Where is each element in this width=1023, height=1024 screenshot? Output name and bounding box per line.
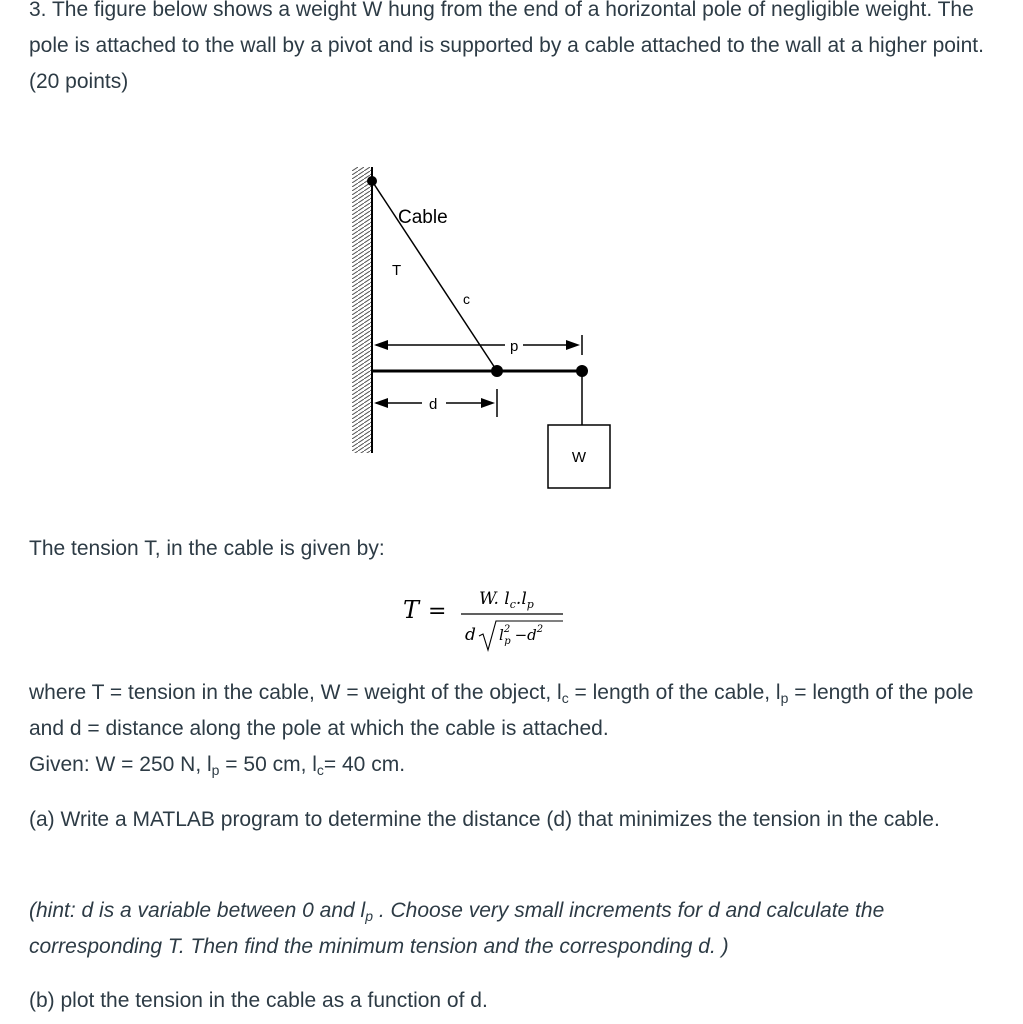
formula-den-radicand: $l^2$ $p -d^2$: [499, 624, 544, 647]
problem-intro: 3. The figure below shows a weight W hung from the end of a horizontal pole of negligible weight. The pole is attached to the wall by a pivot and is supported by a cable attached to the wall at a higher point. (20 points): [29, 0, 984, 93]
formula-lhs: T: [403, 596, 420, 624]
d-label: d: [429, 396, 438, 413]
wall-hatching: [352, 167, 372, 453]
variable-definitions: where T = tension in the cable, W = weight of the object, $l_c$ = length of the cable, $l_p$ = length of the pole and d = distance along the pole at which the cable is attached. Given: W = 250 N, $l_p = 50$ cm, $l_c= 40$ cm.: [29, 681, 974, 778]
part-b-text: (b) plot the tension in the cable as a function of d.: [29, 989, 488, 1012]
hint-text: (hint: d is a variable between 0 and $l_p$ . Choose very small increments for d and calculate the corresponding T. Then find the minimum tension and the corresponding d. ): [29, 899, 885, 958]
tension-intro: The tension T, in the cable is given by:: [29, 537, 385, 560]
part-a-text: (a) Write a MATLAB program to determine the distance (d) that minimizes the tension in the cable.: [29, 808, 940, 831]
cable-length-label: c: [463, 291, 470, 307]
cable-pole-joint: [491, 365, 503, 377]
formula-numerator: W. $l_c.l_p$: [479, 589, 534, 611]
tension-formula: [395, 580, 595, 655]
weight-label: W: [571, 449, 587, 466]
formula-den-d: d: [465, 625, 476, 645]
cable-wall-anchor: [367, 176, 377, 186]
d-arrow-left: [374, 398, 388, 408]
pole-diagram: [340, 155, 640, 500]
cable-label: Cable: [398, 207, 448, 228]
p-label: p: [510, 338, 519, 355]
p-arrow-right: [566, 340, 580, 350]
formula-equals: =: [428, 599, 447, 624]
p-arrow-left: [374, 340, 388, 350]
d-arrow-right: [481, 398, 495, 408]
tension-label: T: [392, 262, 402, 279]
